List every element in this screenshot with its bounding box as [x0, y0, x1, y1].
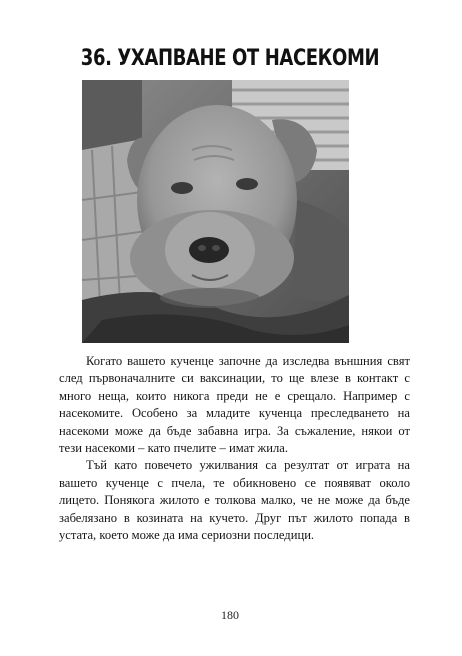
paragraph: Тъй като повечето ужилвания са резултат от играта на вашето кученце с пчела, те обикновено се появяват около лицето. Понякога жилото е толкова малко, че не може да бъде забелязано в козината на кучето. Друг път жилото попада в устата, което може да има сериозни последици. [59, 458, 410, 543]
chapter-title: 36. УХАПВАНЕ ОТ НАСЕКОМИ [80, 46, 380, 71]
book-page [8, 10, 452, 648]
paragraph: Когато вашето кученце започне да изследва външния свят след първоначалните си ваксинации, то ще влезе в контакт с много неща, които никога преди не е срещало. Например с насекомите. Особено за младите кученца преследването на насекоми може да бъде забавна игра. За съжаление, някои от тези насекоми – като пчелите – имат жила. [59, 354, 410, 456]
page-number: 180 [221, 608, 239, 622]
puppy-photo [82, 80, 349, 343]
body-text [59, 353, 410, 544]
